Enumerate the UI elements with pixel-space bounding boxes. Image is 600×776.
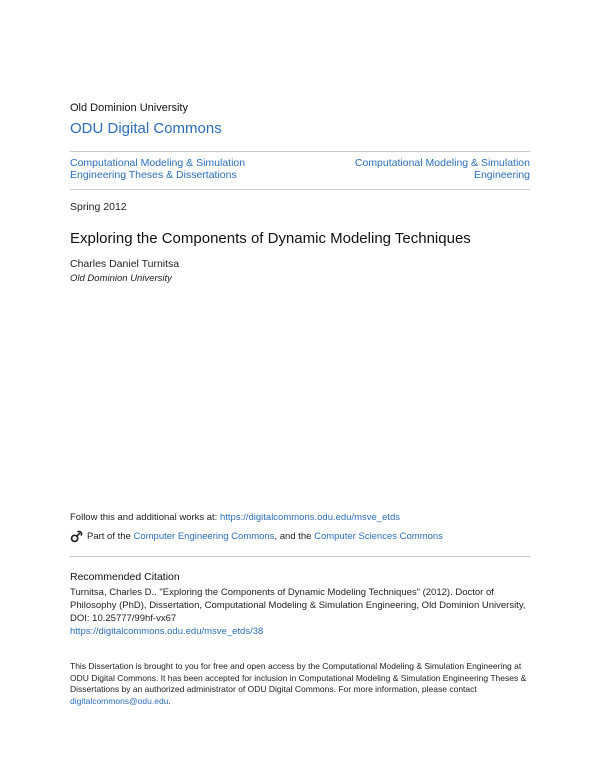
footer-notice bbox=[70, 661, 530, 707]
footer-text: This Dissertation is brought to you for free and open access by the Computational Modeling & Simulation Engineering at ODU Digital Commons. It has been accepted for inclusion in Computational Modeling & Simulation Engineering Theses & Dissertations by an authorized administrator of ODU Digital Commons. For more information, please contact bbox=[70, 661, 527, 694]
computer-sciences-commons-link[interactable]: Computer Sciences Commons bbox=[314, 531, 443, 542]
recommended-citation-heading: Recommended Citation bbox=[70, 571, 180, 583]
divider bbox=[70, 189, 530, 190]
computer-engineering-commons-link[interactable]: Computer Engineering Commons bbox=[133, 531, 275, 542]
collection-link-department[interactable]: Computational Modeling & Simulation Engineering bbox=[354, 157, 530, 181]
part-of-line bbox=[70, 530, 443, 543]
part-of-prefix: Part of the bbox=[87, 531, 131, 542]
contact-email-link[interactable]: digitalcommons@odu.edu bbox=[70, 695, 169, 706]
publication-date: Spring 2012 bbox=[70, 201, 127, 213]
author-affiliation: Old Dominion University bbox=[70, 273, 172, 284]
follow-text: Follow this and additional works at: bbox=[70, 512, 220, 523]
part-of-middle: , and the bbox=[274, 531, 312, 542]
institution-name: Old Dominion University bbox=[70, 102, 188, 114]
document-title: Exploring the Components of Dynamic Modeling Techniques bbox=[70, 230, 471, 247]
follow-link[interactable]: https://digitalcommons.odu.edu/msve_etds bbox=[219, 512, 401, 523]
divider bbox=[70, 556, 530, 557]
author-name: Charles Daniel Turnitsa bbox=[70, 258, 180, 270]
divider bbox=[70, 151, 530, 152]
open-access-icon bbox=[70, 530, 83, 543]
citation-link[interactable]: https://digitalcommons.odu.edu/msve_etds/38 bbox=[70, 626, 264, 637]
footer-suffix: . bbox=[168, 695, 171, 706]
collection-link-theses[interactable]: Computational Modeling & Simulation Engineering Theses & Dissertations bbox=[70, 157, 246, 181]
citation-block bbox=[70, 586, 530, 638]
citation-text: Turnitsa, Charles D.. "Exploring the Components of Dynamic Modeling Techniques" (2012). Doctor of Philosophy (PhD), Dissertation, Computational Modeling & Simulation Engineering, Old Dominion University, DOI: 10.25777/99hf-vx67 bbox=[70, 587, 526, 624]
repository-link[interactable]: ODU Digital Commons bbox=[70, 120, 222, 137]
follow-line bbox=[70, 512, 400, 523]
